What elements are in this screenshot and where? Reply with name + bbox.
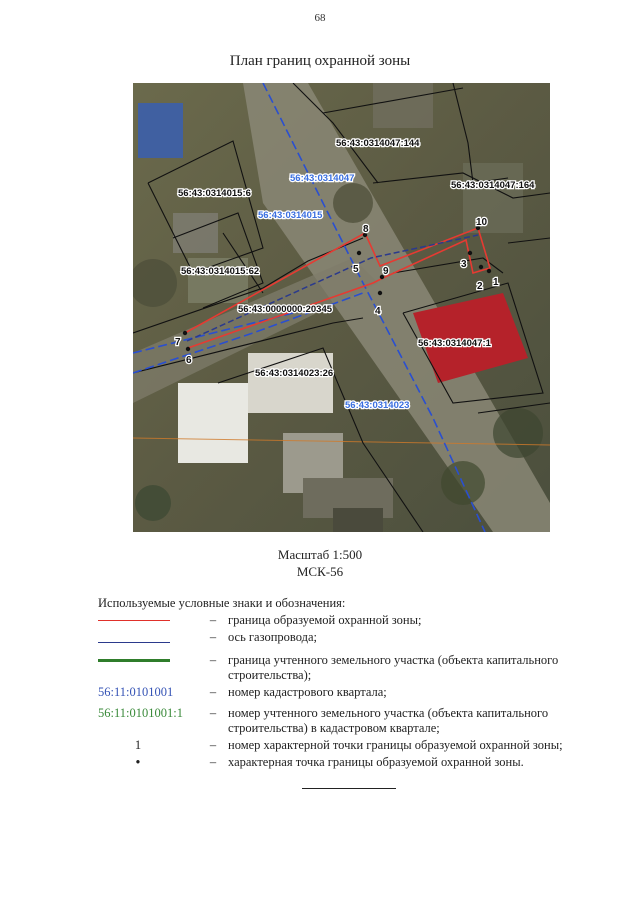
point-label-9: 9 <box>383 266 389 277</box>
legend-dash: – <box>209 613 217 627</box>
point-2 <box>479 265 483 269</box>
page-number: 68 <box>314 12 326 24</box>
point-label-4: 4 <box>375 306 381 317</box>
page-title: План границ охранной зоны <box>229 53 411 69</box>
parcel-label-15-62: 56:43:0314015:62 <box>181 266 260 277</box>
parcel-label-144: 56:43:0314047:144 <box>336 138 420 149</box>
parcel-label-164: 56:43:0314047:164 <box>451 180 535 191</box>
red-line-symbol <box>98 613 198 628</box>
satellite-map <box>133 83 550 532</box>
quarter-number-sample: 56:11:0101001 <box>98 685 174 699</box>
quarter-label-0314047: 56:43:0314047 <box>290 173 355 184</box>
quarter-label-0314015: 56:43:0314015 <box>258 210 323 221</box>
parcel-label-47-1: 56:43:0314047:1 <box>418 338 491 349</box>
legend-dash: – <box>209 755 217 769</box>
point-1 <box>487 269 491 273</box>
point-3 <box>468 251 472 255</box>
legend-item-point-number <box>98 738 598 753</box>
scale-text: Масштаб 1:500 <box>277 547 363 562</box>
legend-desc: номер характерной точки границы образуемой охранной зоны; <box>228 738 563 752</box>
legend-heading: Используемые условные знаки и обозначения: <box>98 596 346 610</box>
legend-desc: номер учтенного земельного участка (объекта капитального строительства) в кадастровом квартале; <box>228 706 549 735</box>
legend-dash: – <box>209 630 217 644</box>
parcel-number-sample: 56:11:0101001:1 <box>98 706 183 720</box>
point-number-sample: 1 <box>134 738 142 752</box>
green-line-symbol <box>98 653 198 668</box>
legend-desc: характерная точка границы образуемой охранной зоны. <box>228 755 524 769</box>
legend-desc: граница учтенного земельного участка (объекта капитального строительства); <box>228 653 559 682</box>
legend-desc: ось газопровода; <box>228 630 318 644</box>
legend-dash: – <box>209 738 217 752</box>
point-label-5: 5 <box>353 264 359 275</box>
point-5 <box>357 251 361 255</box>
parcel-label-20345: 56:43:0000000:20345 <box>238 304 333 315</box>
legend-item-zone-boundary <box>98 613 598 628</box>
point-label-10: 10 <box>476 217 488 228</box>
bottom-divider <box>302 788 396 789</box>
legend-dash: – <box>209 653 217 667</box>
point-label-2: 2 <box>477 281 483 292</box>
blue-line-symbol <box>98 630 198 645</box>
point-label-7: 7 <box>175 337 181 348</box>
legend-item-quarter-number <box>98 685 598 700</box>
point-6 <box>186 347 190 351</box>
point-label-3: 3 <box>461 259 467 270</box>
legend-item-point <box>98 755 598 770</box>
legend-item-parcel-border <box>98 653 598 683</box>
point-label-8: 8 <box>363 224 369 235</box>
parcel-label-23-26: 56:43:0314023:26 <box>255 368 334 379</box>
crs-text: МСК-56 <box>296 564 344 579</box>
point-label-1: 1 <box>493 277 499 288</box>
point-7 <box>183 331 187 335</box>
legend-desc: номер кадастрового квартала; <box>228 685 387 699</box>
legend <box>98 596 598 770</box>
legend-dash: – <box>209 706 217 720</box>
legend-item-parcel-number <box>98 706 598 736</box>
point-label-6: 6 <box>186 355 192 366</box>
point-4 <box>378 291 382 295</box>
legend-desc: граница образуемой охранной зоны; <box>228 613 422 627</box>
parcel-label-15-6: 56:43:0314015:6 <box>178 188 251 199</box>
legend-dash: – <box>209 685 217 699</box>
scale-block <box>0 546 640 580</box>
legend-item-gas-axis <box>98 630 598 645</box>
point-dot-sample: • <box>135 755 141 769</box>
quarter-label-0314023: 56:43:0314023 <box>345 400 410 411</box>
